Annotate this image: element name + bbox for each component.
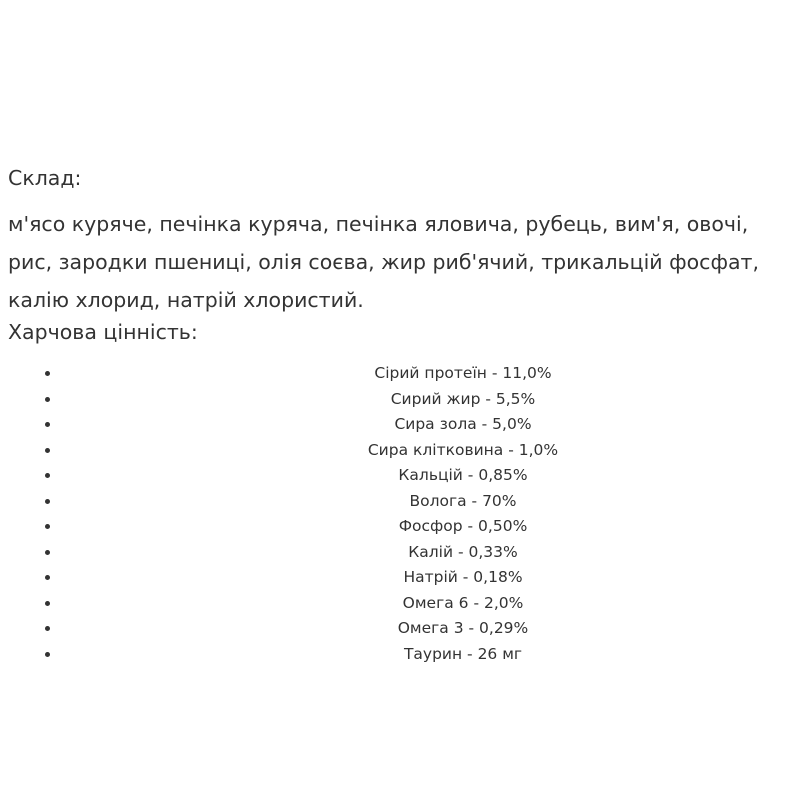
nutrient-item — [8, 616, 794, 642]
nutrient-item — [8, 591, 794, 617]
composition-text: м'ясо куряче, печінка куряча, печінка яловича, рубець, вим'я, овочі, рис, зародки пшениці, олія соєва, жир риб'ячий, трикальцій фосфат, калію хлорид, натрій хлористий. — [8, 212, 760, 312]
nutrient-item — [8, 361, 794, 387]
nutrient-item — [8, 642, 794, 668]
nutrient-item — [8, 489, 794, 515]
bullet-icon — [45, 371, 50, 376]
nutrient-list — [8, 361, 794, 667]
nutrient-item — [8, 514, 794, 540]
bullet-icon — [45, 524, 50, 529]
bullet-icon — [45, 601, 50, 606]
composition-heading: Склад: — [8, 166, 82, 190]
nutrient-item — [8, 438, 794, 464]
bullet-icon — [45, 448, 50, 453]
nutrient-label: Сира зола - 5,0% — [394, 415, 532, 433]
nutrient-item — [8, 540, 794, 566]
bullet-icon — [45, 499, 50, 504]
bullet-icon — [45, 397, 50, 402]
nutrition-heading: Харчова цінність: — [8, 320, 198, 344]
nutrient-label: Сирий жир - 5,5% — [390, 389, 536, 408]
nutrient-label: Омега 6 - 2,0% — [402, 593, 524, 612]
nutrient-item — [8, 412, 794, 438]
nutrient-label: Калій - 0,33% — [408, 542, 518, 561]
nutrient-label: Омега 3 - 0,29% — [397, 619, 529, 637]
bullet-icon — [45, 626, 50, 631]
bullet-icon — [45, 652, 50, 657]
nutrient-label: Сира клітковина - 1,0% — [367, 440, 559, 459]
nutrient-item — [8, 463, 794, 489]
nutrient-label: Таурин - 26 мг — [403, 644, 523, 663]
bullet-icon — [45, 550, 50, 555]
nutrient-item — [8, 565, 794, 591]
nutrient-label: Кальцій - 0,85% — [398, 466, 528, 484]
bullet-icon — [45, 575, 50, 580]
nutrient-label: Сірий протеїн - 11,0% — [374, 364, 552, 382]
bullet-icon — [45, 473, 50, 478]
nutrient-label: Волога - 70% — [409, 491, 517, 510]
bullet-icon — [45, 422, 50, 427]
nutrient-item — [8, 387, 794, 413]
nutrient-label: Натрій - 0,18% — [403, 568, 523, 586]
nutrient-label: Фосфор - 0,50% — [398, 517, 528, 535]
